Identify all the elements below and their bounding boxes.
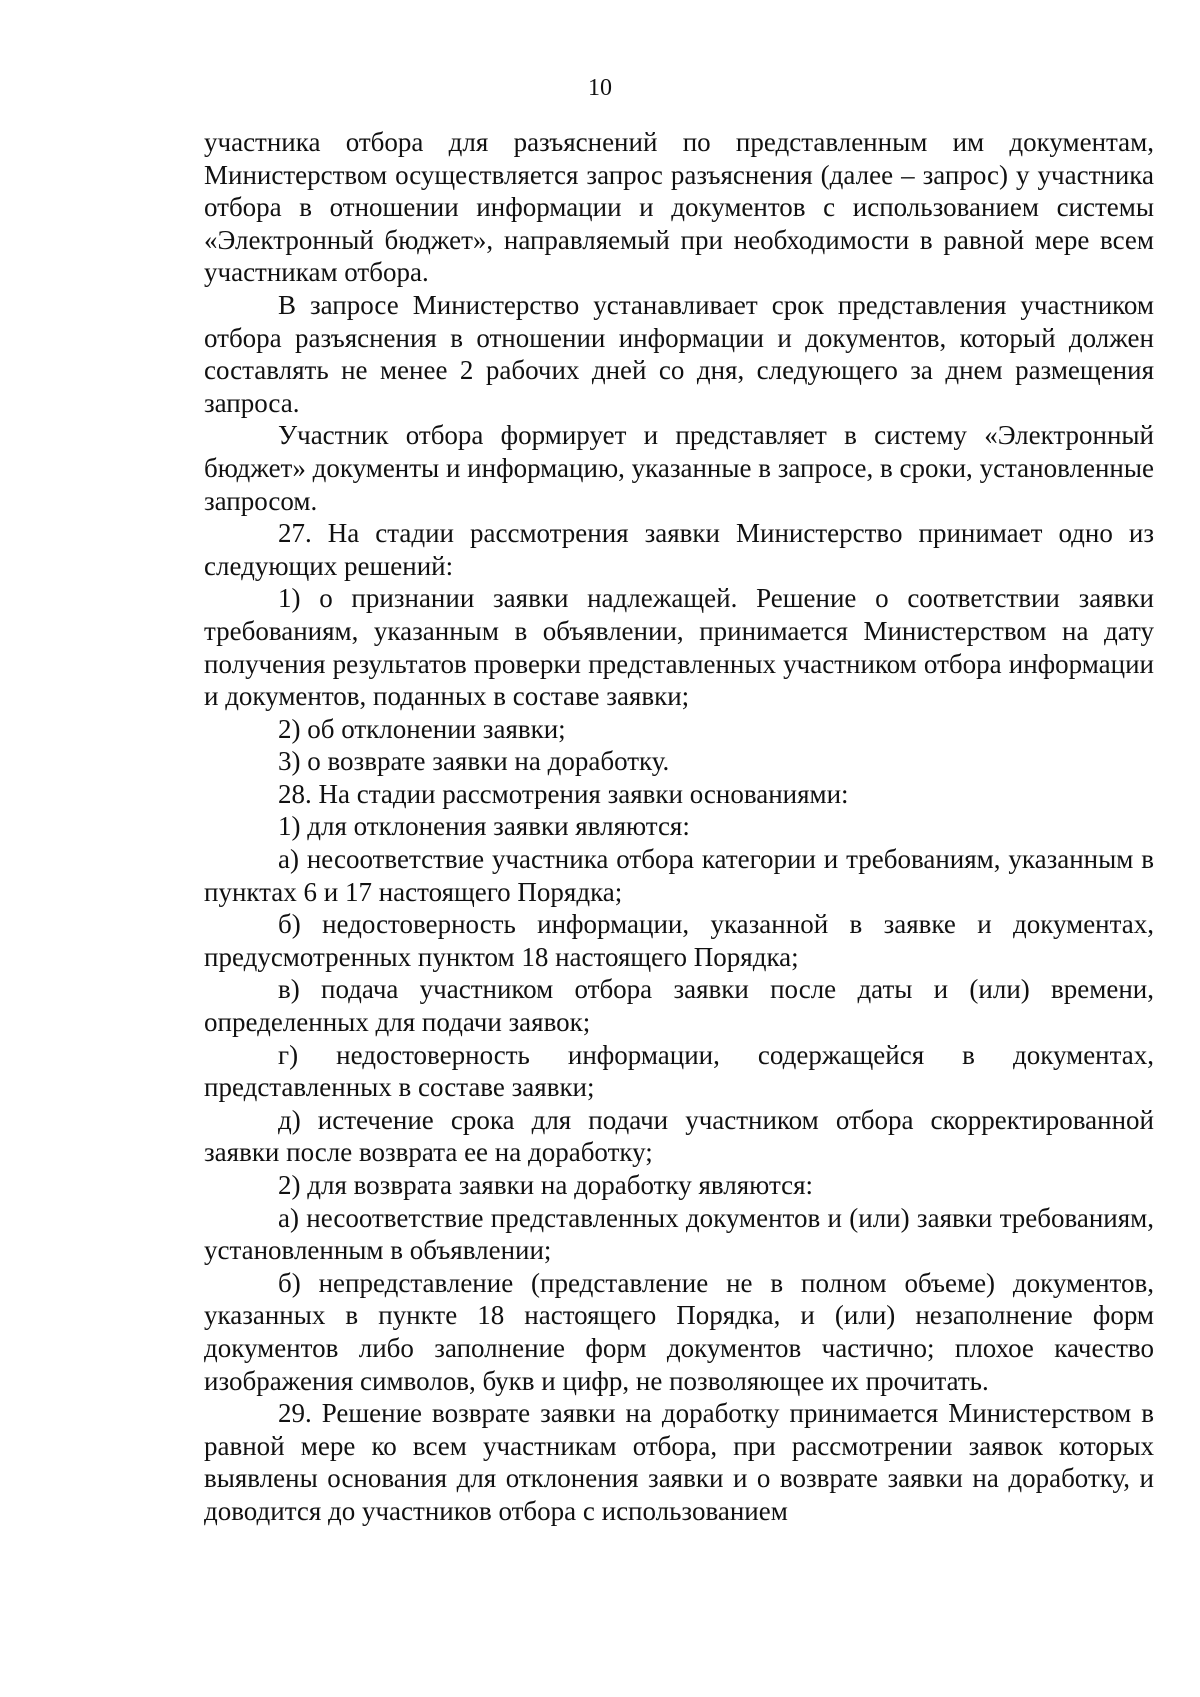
paragraph: а) несоответствие представленных документов и (или) заявки требованиям, установленным в объявлении; xyxy=(204,1202,1154,1266)
paragraph: д) истечение срока для подачи участником отбора скорректированной заявки после возврата ее на доработку; xyxy=(204,1104,1154,1168)
paragraph: 29. Решение возврате заявки на доработку принимается Министерством в равной мере ко всем участникам отбора, при рассмотрении заявок которых выявлены основания для отклонения заявки и о возврате заявки на доработку, и доводится до участников отбора с использованием xyxy=(204,1398,1154,1526)
paragraph: участника отбора для разъяснений по представленным им документам, Министерством осуществляется запрос разъяснения (далее – запрос) у участника отбора в отношении информации и документов с использованием системы «Электронный бюджет», направляемый при необходимости в равной мере всем участникам отбора. xyxy=(204,127,1154,288)
document-body xyxy=(204,126,1154,1528)
paragraph: Участник отбора формирует и представляет в систему «Электронный бюджет» документы и информацию, указанные в запросе, в сроки, установленные запросом. xyxy=(204,420,1154,516)
paragraph: 1) о признании заявки надлежащей. Решение о соответствии заявки требованиям, указанным в объявлении, принимается Министерством на дату получения результатов проверки представленных участником отбора информации и документов, поданных в составе заявки; xyxy=(204,583,1154,712)
paragraph: 2) для возврата заявки на доработку являются: xyxy=(278,1170,814,1200)
paragraph: в) подача участником отбора заявки после даты и (или) времени, определенных для подачи заявок; xyxy=(204,974,1154,1038)
paragraph: 2) об отклонении заявки; xyxy=(278,713,566,744)
paragraph: 1) для отклонения заявки являются: xyxy=(278,811,690,842)
page-number: 10 xyxy=(588,75,612,101)
paragraph: 28. На стадии рассмотрения заявки основаниями: xyxy=(278,778,849,809)
paragraph: б) непредставление (представление не в полном объеме) документов, указанных в пункте 18 настоящего Порядка, и (или) незаполнение форм документов либо заполнение форм документов частично; плохое качество изображения символов, букв и цифр, не позволяющее их прочитать. xyxy=(204,1267,1154,1396)
paragraph: а) несоответствие участника отбора категории и требованиям, указанным в пунктах 6 и 17 настоящего Порядка; xyxy=(204,844,1154,907)
paragraph: г) недостоверность информации, содержащейся в документах, представленных в составе заявки; xyxy=(204,1039,1154,1103)
paragraph: 27. На стадии рассмотрения заявки Министерство принимает одно из следующих решений: xyxy=(204,518,1154,581)
paragraph: б) недостоверность информации, указанной в заявке и документах, предусмотренных пунктом 18 настоящего Порядка; xyxy=(204,909,1154,972)
paragraph: 3) о возврате заявки на доработку. xyxy=(278,746,670,777)
paragraph: В запросе Министерство устанавливает срок представления участником отбора разъяснения в отношении информации и документов, который должен составлять не менее 2 рабочих дней со дня, следующего за днем размещения запроса. xyxy=(204,289,1154,418)
